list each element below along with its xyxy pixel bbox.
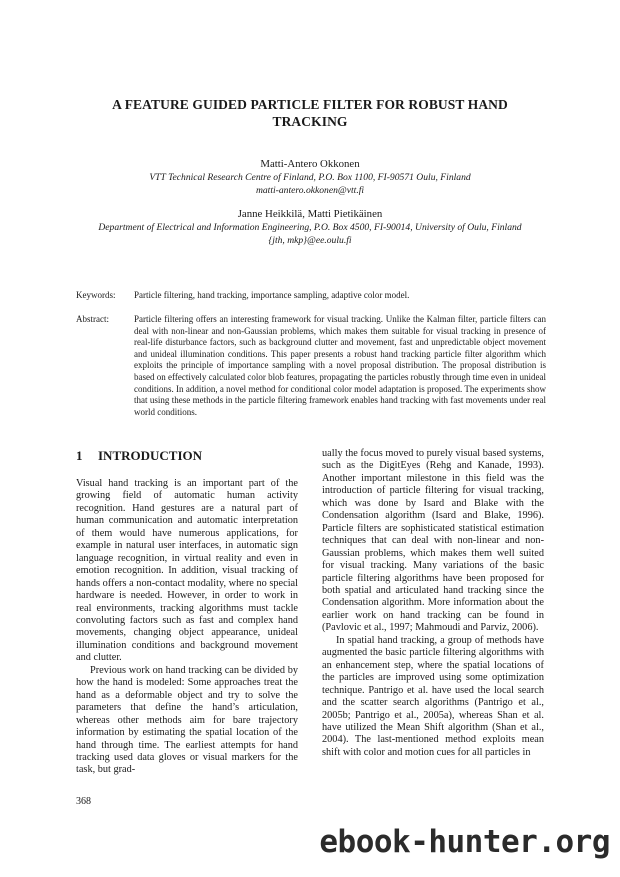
author-block-2 xyxy=(40,208,580,247)
abstract-row xyxy=(76,314,546,418)
email-1: matti-antero.okkonen@vtt.fi xyxy=(255,185,365,196)
author-block-1 xyxy=(40,158,580,197)
section-number: 1 xyxy=(76,448,83,463)
right-paragraph-1: ually the focus moved to purely visual based systems, such as the DigitEyes (Rehg and Kanade, 1993). Another important milestone in this field was the introduction of particle filtering for visual tracking, which was done by Isard and Blake with the Condensation algorithm (Isard and Blake, 1996). Particle filters are sophisticated statistical estimation techniques that can deal with non-linear and non-Gaussian problems, which makes them well suited for visual tracking. Many variations of the basic particle filtering algorithms have been proposed for both spatial and articulated hand tracking since the Condensation algorithm. More information about the earlier work on hand tracking can be found in (Pavlovic et al., 1997; Mahmoudi and Parviz, 2006). xyxy=(322,448,544,634)
keywords-label: Keywords: xyxy=(76,290,116,300)
keywords-text: Particle filtering, hand tracking, importance sampling, adaptive color model. xyxy=(134,290,410,300)
abstract-label: Abstract: xyxy=(76,314,109,324)
left-column xyxy=(76,478,298,777)
paper-title xyxy=(60,96,560,130)
keywords-row xyxy=(76,290,546,302)
title-line-1: A FEATURE GUIDED PARTICLE FILTER FOR ROBUST HAND xyxy=(112,97,508,112)
author-name-2: Janne Heikkilä, Matti Pietikäinen xyxy=(237,208,383,220)
section-heading xyxy=(76,448,202,464)
left-paragraph-1: Visual hand tracking is an important part of the growing field of automatic human activity recognition. Hand gestures are a natural part of human communication and automatic interpretation of them would have numerous applications, for example in natural user interfaces, in automatic sign language recognition, in virtual reality and even in emotion recognition. In addition, visual tracking of hands offers a non-contact modality, where no special hardware is needed. However, in order to work in real environments, tracking algorithms must tackle convoluting factors such as fast and complex hand movements, changing object appearance, unideal illumination conditions and background movement and clutter. xyxy=(76,478,298,664)
email-2: {jth, mkp}@ee.oulu.fi xyxy=(268,235,352,246)
page-number: 368 xyxy=(76,796,91,807)
author-name-1: Matti-Antero Okkonen xyxy=(260,158,360,170)
right-paragraph-2: In spatial hand tracking, a group of methods have augmented the basic particle filtering algorithms with an enhancement step, where the spatial locations of the particles are improved using some optimization technique. Pantrigo et al. have used the local search and the scatter search algorithms (Pantrigo et al., 2005b; Pantrigo et al., 2005a), whereas Shan et al. have utilized the Mean Shift algorithm (Shan et al., 2004). The last-mentioned method exploits mean shift with color and motion cues for all particles in xyxy=(322,634,544,758)
section-title: INTRODUCTION xyxy=(98,448,203,463)
right-column xyxy=(322,448,544,759)
affiliation-1: VTT Technical Research Centre of Finland, P.O. Box 1100, FI-90571 Oulu, Finland xyxy=(149,172,471,183)
title-line-2: TRACKING xyxy=(272,114,348,129)
abstract-text: Particle filtering offers an interesting framework for visual tracking. Unlike the Kalman filter, particle filters can deal with non-linear and non-Gaussian problems, which makes them suitable for visual tracking in presence of real-life disturbance factors, such as background clutter and movement, fast and unpredictable object movement and unideal illumination conditions. This paper presents a robust hand tracking particle filter algorithm which exploits the principle of importance sampling with a novel proposal distribution. The proposal distribution is based on effectively calculated color blob features, propagating the particles robustly through time even in unideal conditions. In addition, a novel method for conditional color model adaptation is proposed. The experiments show that using these methods in the particle filtering framework enables hand tracking with fast movements under real world conditions. xyxy=(134,314,546,417)
affiliation-2: Department of Electrical and Information Engineering, P.O. Box 4500, FI-90014, University of Oulu, Finland xyxy=(98,222,522,233)
left-paragraph-2: Previous work on hand tracking can be divided by how the hand is modeled: Some approaches treat the hand as a deformable object and try to solve the parameters that define the hand’s articulation, whereas other methods aim for bare trajectory information by estimating the spatial location of the hand through time. The earliest attempts for hand tracking used data gloves or visual markers for the task, but grad- xyxy=(76,664,298,776)
watermark-logo: ebook-hunter.org xyxy=(319,824,610,860)
